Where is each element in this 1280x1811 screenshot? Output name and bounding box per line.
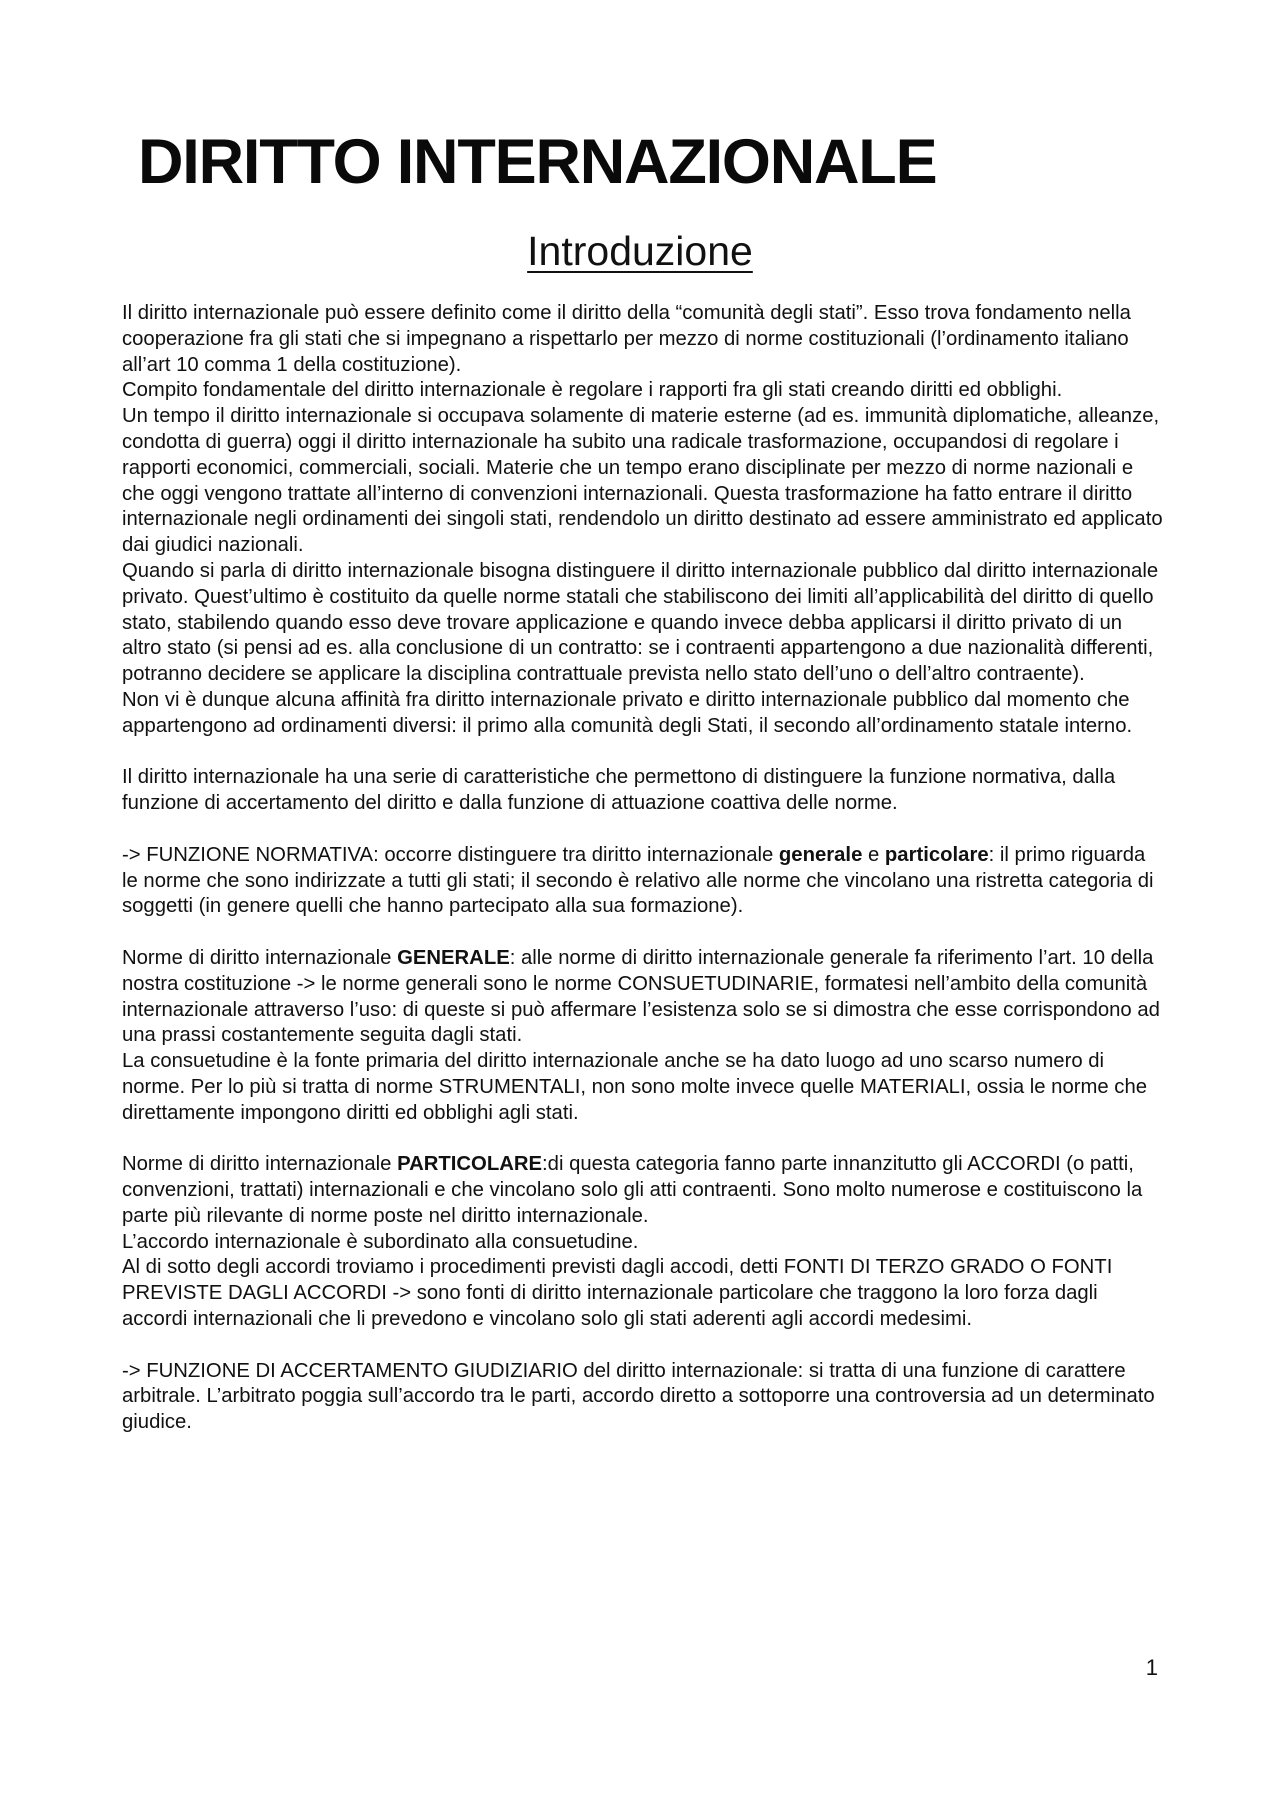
page-number: 1: [1145, 1655, 1158, 1680]
section-heading-text: Introduzione: [527, 228, 753, 274]
text-run: : alle norme di diritto internazionale generale fa riferimento l’art. 10 della nostra costituzione -> le norme generali sono le norme CONSUETUDINARIE, formatesi nell’ambito della comunità internazionale attraverso l’uso: di queste si può affermare l’esistenza solo se si dimostra che esse corrispondono ad una prassi costantemente seguita dagli stati.: [122, 946, 1160, 1047]
text-run: Norme di diritto internazionale: [122, 1153, 398, 1176]
paragraph: Al di sotto degli accordi troviamo i procedimenti previsti dagli accodi, detti FONTI DI TERZO GRADO O FONTI PREVISTE DAGLI ACCORDI -> sono fonti di diritto internazionale particolare che traggono la loro forza dagli accordi internazionali che li prevedono e vincolano solo gli stati aderenti agli accordi medesimi.: [122, 1256, 1113, 1331]
bold-term-generale-caps: GENERALE: [397, 946, 510, 969]
paragraph: L’accordo internazionale è subordinato alla consuetudine.: [122, 1230, 639, 1253]
text-run: : il primo riguarda le norme che sono indirizzate a tutti gli stati; il secondo è relativo alle norme che vincolano una ristretta categoria di soggetti (in genere quelli che hanno partecipato alla sua formazione).: [122, 843, 1154, 918]
paragraph-funzione-normativa: [122, 843, 1164, 920]
paragraph-funzione-accertamento: -> FUNZIONE DI ACCERTAMENTO GIUDIZIARIO del diritto internazionale: si tratta di una funzione di carattere arbitrale. L’arbitrato poggia sull’accordo tra le parti, accordo diretto a sottoporre una controversia ad un determinato giudice.: [122, 1359, 1155, 1434]
paragraph: Non vi è dunque alcuna affinità fra diritto internazionale privato e diritto internazionale pubblico dal momento che appartengono ad ordinamenti diversi: il primo alla comunità degli Stati, il secondo all’ordinamento statale interno.: [122, 688, 1133, 737]
bold-term-particolare-caps: PARTICOLARE: [397, 1153, 543, 1176]
paragraph: La consuetudine è la fonte primaria del diritto internazionale anche se ha dato luogo ad uno scarso numero di norme. Per lo più si tratta di norme STRUMENTALI, non sono molte invece quelle MATERIALI, ossia le norme che direttamente impongono diritti ed obblighi agli stati.: [122, 1050, 1148, 1124]
paragraph: Il diritto internazionale ha una serie di caratteristiche che permettono di distinguere la funzione normativa, dalla funzione di accertamento del diritto e dalla funzione di attuazione coattiva delle norme.: [122, 766, 1116, 815]
text-run: e: [862, 843, 885, 866]
document-title: DIRITTO INTERNAZIONALE: [138, 127, 937, 197]
paragraph: Il diritto internazionale può essere definito come il diritto della “comunità degli stati”. Esso trova fondamento nella cooperazione fra gli stati che si impegnano a rispettarlo per mezzo di norme costituzionali (l’ordinamento italiano all’art 10 comma 1 della costituzione).: [122, 302, 1131, 376]
paragraph: Un tempo il diritto internazionale si occupava solamente di materie esterne (ad es. immunità diplomatiche, alleanze, condotta di guerra) oggi il diritto internazionale ha subito una radicale trasformazione, occupandosi di regolare i rapporti economici, commerciali, sociali. Materie che un tempo erano disciplinate per mezzo di norme nazionali e che oggi vengono trattate all’interno di convenzioni internazionali. Questa trasformazione ha fatto entrare il diritto internazionale negli ordinamenti dei singoli stati, rendendolo un diritto destinato ad essere amministrato ed applicato dai giudici nazionali.: [122, 405, 1163, 557]
text-run: Norme di diritto internazionale: [122, 946, 398, 969]
paragraph: Quando si parla di diritto internazionale bisogna distinguere il diritto internazionale pubblico dal diritto internazionale privato. Quest’ultimo è costituito da quelle norme statali che stabiliscono dei limiti all’applicabilità del diritto di quello stato, stabilendo quando esso deve trovare applicazione e quando invece debba applicarsi il diritto privato di un altro stato (si pensi ad es. alla conclusione di un contratto: se i contraenti appartengono a due nazionalità differenti, potranno decidere se applicare la disciplina contrattuale prevista nello stato dell’uno o dell’altro contraente).: [122, 559, 1159, 686]
paragraph: Compito fondamentale del diritto internazionale è regolare i rapporti fra gli stati creando diritti ed obblighi.: [122, 379, 1063, 402]
paragraph-norme-particolare: [122, 1152, 1164, 1229]
section-heading: [0, 226, 1280, 276]
text-run: -> FUNZIONE NORMATIVA: occorre distinguere tra diritto internazionale: [122, 843, 779, 866]
body-text: [122, 301, 1164, 1436]
bold-term-particolare: particolare: [884, 843, 989, 866]
text-run: :di questa categoria fanno parte innanzitutto gli ACCORDI (o patti, convenzioni, trattati) internazionali e che vincolano solo gli atti contraenti. Sono molto numerose e costituiscono la parte più rilevante di norme poste nel diritto internazionale.: [122, 1153, 1143, 1227]
paragraph-norme-generale: [122, 946, 1164, 1049]
bold-term-generale: generale: [778, 843, 863, 866]
